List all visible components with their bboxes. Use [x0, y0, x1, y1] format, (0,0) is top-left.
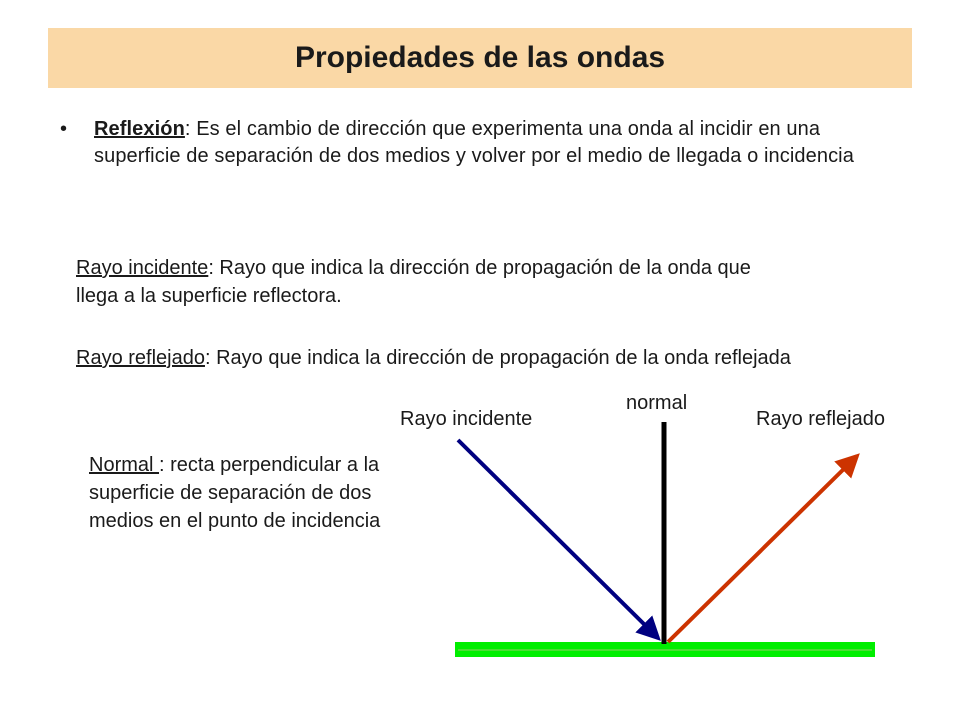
slide-title: Propiedades de las ondas [294, 41, 666, 74]
reflected-ray-term: Rayo reflejado [76, 347, 205, 369]
incident-ray-term: Rayo incidente [76, 257, 209, 279]
bullet-mark: • [60, 118, 68, 140]
reflected-ray-arrow [668, 456, 857, 642]
incident-ray-text: : Rayo que indica la dirección de propagación de la onda que llega a la superficie reflectora. [76, 257, 751, 307]
reflection-term: Reflexión [94, 118, 185, 140]
incident-ray-label: Rayo incidente [400, 408, 533, 430]
reflection-text: : Es el cambio de dirección que experimenta una onda al incidir en una superficie de separación de dos medios y volver por el medio de llegada o incidencia [94, 118, 854, 167]
reflected-ray-label: Rayo reflejado [756, 408, 885, 430]
normal-term: Normal [89, 454, 160, 476]
normal-label: normal [626, 392, 688, 414]
normal-text: : recta perpendicular a la superficie de separación de dos medios en el punto de incidencia [89, 454, 381, 532]
reflected-ray-text: : Rayo que indica la dirección de propagación de la onda reflejada [204, 347, 791, 369]
incident-ray-arrow [458, 440, 658, 638]
